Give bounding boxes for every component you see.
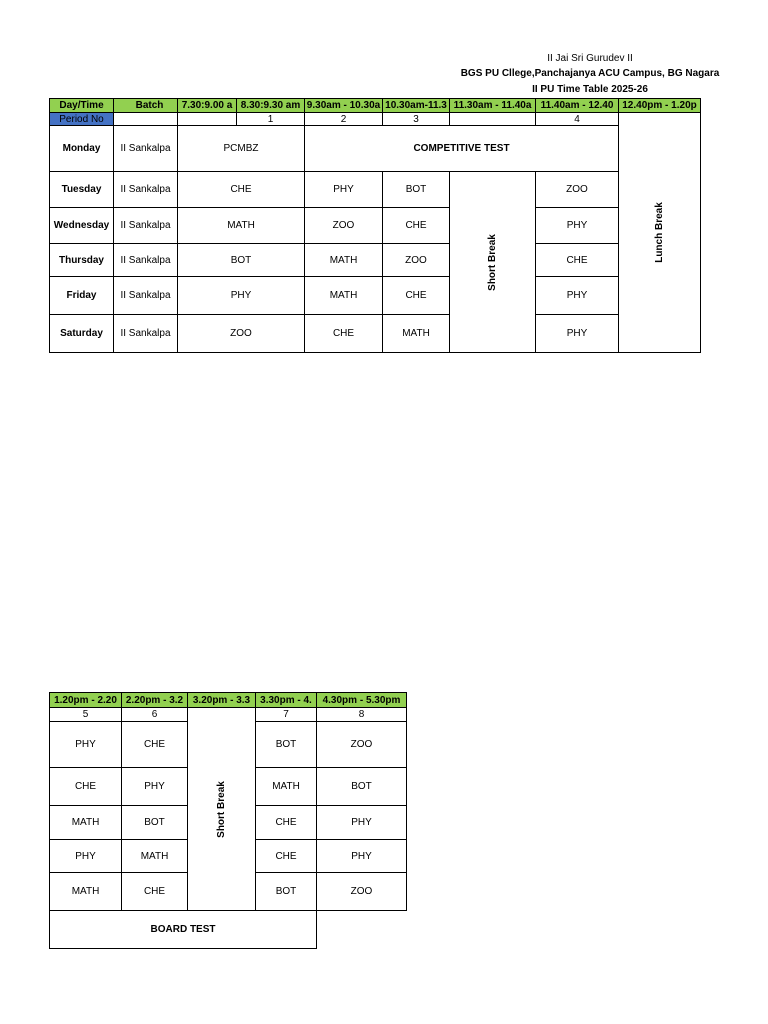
college-name: BGS PU Cllege,Panchajanya ACU Campus, BG Nagara	[460, 68, 720, 79]
subject-cell: CHE	[536, 244, 619, 277]
short-break-label: Short Break	[216, 780, 227, 838]
header-cell: Batch	[114, 99, 178, 113]
subject-cell: PHY	[536, 208, 619, 244]
header-cell: Day/Time	[50, 99, 114, 113]
batch-cell: II Sankalpa	[114, 126, 178, 172]
empty-cell	[178, 113, 237, 126]
empty-cell	[114, 113, 178, 126]
header-cell: 8.30:9.30 am	[237, 99, 305, 113]
subject-cell: CHE	[122, 722, 188, 768]
subject-cell: ZOO	[383, 244, 450, 277]
period-number: 2	[305, 113, 383, 126]
timetable-title: II PU Time Table 2025-26	[532, 84, 648, 95]
day-cell: Saturday	[50, 315, 114, 353]
subject-cell: ZOO	[178, 315, 305, 353]
header-cell: 9.30am - 10.30a	[305, 99, 383, 113]
header-cell: 10.30am-11.3	[383, 99, 450, 113]
subject-cell: PHY	[305, 172, 383, 208]
subject-cell: MATH	[383, 315, 450, 353]
subject-cell: CHE	[256, 840, 317, 873]
period-number: 3	[383, 113, 450, 126]
table-row	[50, 126, 701, 172]
header-cell: 11.40am - 12.40	[536, 99, 619, 113]
subject-cell: ZOO	[317, 873, 407, 911]
subject-cell: CHE	[178, 172, 305, 208]
subject-cell: ZOO	[317, 722, 407, 768]
board-test-row	[50, 911, 407, 949]
subject-cell: MATH	[50, 806, 122, 840]
header-cell: 7.30:9.00 a	[178, 99, 237, 113]
subject-cell: ZOO	[536, 172, 619, 208]
subject-cell: MATH	[305, 277, 383, 315]
subject-cell: PCMBZ	[178, 126, 305, 172]
header-row	[50, 693, 407, 708]
subject-cell: ZOO	[305, 208, 383, 244]
subject-cell: PHY	[317, 840, 407, 873]
subject-cell: CHE	[256, 806, 317, 840]
header-cell: 4.30pm - 5.30pm	[317, 693, 407, 708]
day-cell: Tuesday	[50, 172, 114, 208]
header-cell: 12.40pm - 1.20p	[619, 99, 701, 113]
header-cell: 1.20pm - 2.20	[50, 693, 122, 708]
subject-cell: BOT	[178, 244, 305, 277]
header-cell: 3.30pm - 4.	[256, 693, 317, 708]
header-cell: 11.30am - 11.40a	[450, 99, 536, 113]
subject-cell: PHY	[50, 722, 122, 768]
short-break-cell	[450, 172, 536, 353]
batch-cell: II Sankalpa	[114, 172, 178, 208]
period-number: 8	[317, 708, 407, 722]
subject-cell: CHE	[383, 277, 450, 315]
subject-cell: CHE	[305, 315, 383, 353]
period-row	[50, 708, 407, 722]
header-cell: 3.20pm - 3.3	[188, 693, 256, 708]
competitive-test-cell: COMPETITIVE TEST	[305, 126, 619, 172]
subject-cell: PHY	[50, 840, 122, 873]
timetable-morning	[49, 98, 701, 353]
header-invocation: II Jai Sri Gurudev II	[547, 53, 633, 64]
subject-cell: CHE	[122, 873, 188, 911]
subject-cell: MATH	[122, 840, 188, 873]
batch-cell: II Sankalpa	[114, 244, 178, 277]
table-row	[50, 277, 701, 315]
subject-cell: PHY	[536, 277, 619, 315]
period-number: 1	[237, 113, 305, 126]
batch-cell: II Sankalpa	[114, 315, 178, 353]
header-row	[50, 99, 701, 113]
subject-cell: MATH	[256, 768, 317, 806]
subject-cell: BOT	[122, 806, 188, 840]
subject-cell: BOT	[317, 768, 407, 806]
day-cell: Friday	[50, 277, 114, 315]
batch-cell: II Sankalpa	[114, 208, 178, 244]
empty-cell	[450, 113, 536, 126]
subject-cell: PHY	[536, 315, 619, 353]
board-test-cell: BOARD TEST	[50, 911, 317, 949]
subject-cell: PHY	[317, 806, 407, 840]
short-break-cell	[188, 708, 256, 911]
table-row	[50, 244, 701, 277]
subject-cell: MATH	[50, 873, 122, 911]
subject-cell: CHE	[383, 208, 450, 244]
timetable-afternoon	[49, 692, 407, 949]
table-row	[50, 172, 701, 208]
period-label: Period No	[50, 113, 114, 126]
subject-cell: BOT	[256, 722, 317, 768]
period-row	[50, 113, 701, 126]
batch-cell: II Sankalpa	[114, 277, 178, 315]
header-cell: 2.20pm - 3.2	[122, 693, 188, 708]
empty-cell	[317, 911, 407, 949]
subject-cell: CHE	[50, 768, 122, 806]
subject-cell: MATH	[178, 208, 305, 244]
table-row	[50, 315, 701, 353]
subject-cell: BOT	[256, 873, 317, 911]
subject-cell: PHY	[122, 768, 188, 806]
period-number: 6	[122, 708, 188, 722]
subject-cell: BOT	[383, 172, 450, 208]
day-cell: Monday	[50, 126, 114, 172]
lunch-break-label: Lunch Break	[653, 202, 665, 263]
period-number: 7	[256, 708, 317, 722]
day-cell: Wednesday	[50, 208, 114, 244]
short-break-label: Short Break	[487, 233, 498, 291]
subject-cell: PHY	[178, 277, 305, 315]
lunch-break-cell	[619, 113, 701, 353]
period-number: 5	[50, 708, 122, 722]
period-number: 4	[536, 113, 619, 126]
subject-cell: MATH	[305, 244, 383, 277]
day-cell: Thursday	[50, 244, 114, 277]
table-row	[50, 208, 701, 244]
